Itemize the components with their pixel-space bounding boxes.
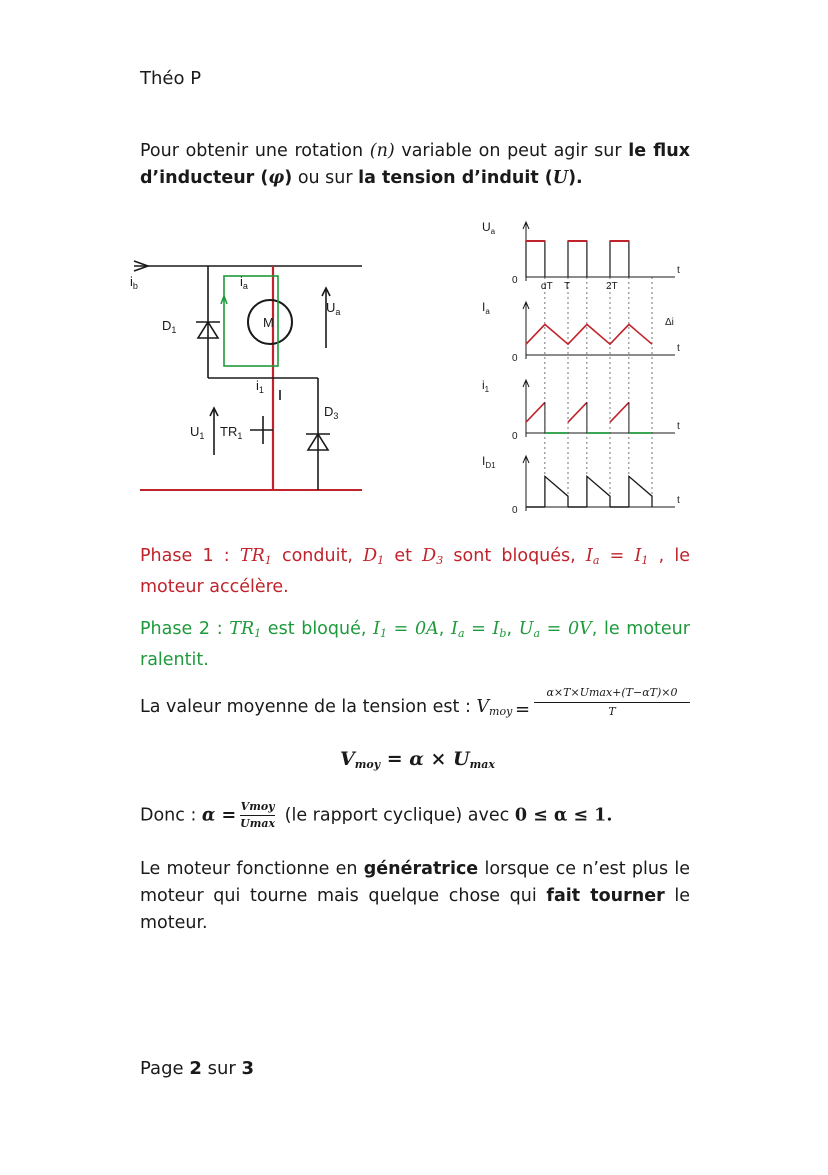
chopper-circuit-diagram: [130, 250, 370, 500]
phase1-d3: $D_3$: [422, 546, 444, 567]
generatrice-paragraph: [140, 856, 690, 937]
phase2-t1: est bloqué,: [261, 619, 374, 639]
phase2-text: [140, 616, 690, 674]
id1-ramp: [545, 476, 568, 507]
duty-cycle-fraction: [240, 800, 275, 831]
motor-label: M: [263, 315, 274, 330]
gen-b2: fait tourner: [546, 886, 665, 906]
u1-label: $U_1$: [190, 424, 205, 441]
footer-total: 3: [241, 1058, 255, 1079]
vmoy-formula: $V_{moy} = \alpha \times U_{max}$: [340, 748, 495, 771]
phase2-e2: $I_a = I_b$: [451, 619, 507, 640]
intro-flux-end: ): [284, 168, 293, 188]
footer-t1: Page: [140, 1058, 190, 1079]
phase1-t2: et: [384, 546, 423, 566]
phase2-e3: $U_a = 0V$: [518, 619, 592, 640]
phase1-tr: $TR_1$: [239, 546, 272, 567]
gen-t3: le moteur.: [140, 886, 690, 933]
intro-phi: φ: [268, 168, 285, 188]
d1-label: $D_1$: [162, 318, 177, 335]
zero-label-Ia: 0: [512, 353, 518, 364]
duty-num: Vmoy: [240, 800, 275, 813]
zero-label-i1: 0: [512, 431, 518, 442]
gen-b1: génératrice: [363, 859, 479, 879]
zero-label-ID1: 0: [512, 505, 518, 516]
series-label-Ua: $U_a$: [482, 220, 496, 236]
intro-tension: [358, 168, 583, 188]
d3-label: $D_3$: [324, 404, 339, 421]
mean-voltage-line: [140, 694, 512, 725]
ua-pulse: [568, 241, 587, 277]
donc-lead: Donc :: [140, 805, 202, 826]
intro-text-2: variable on peut agir sur: [394, 141, 629, 161]
intro-u: U: [552, 168, 569, 188]
x-label-Ia: t: [677, 343, 680, 354]
zero-label-Ua: 0: [512, 275, 518, 286]
i1-label: $i_1$: [256, 378, 264, 395]
mean-voltage-numerator: α×T×Umax+(T−αT)×0: [546, 686, 678, 699]
phase1-eq: $I_a = I_1$: [585, 546, 649, 567]
series-label-Ia: $I_a$: [482, 300, 490, 316]
mean-voltage-fraction: [534, 686, 690, 719]
x-label-Ua: t: [677, 265, 680, 276]
mean-voltage-equals: =: [515, 699, 531, 720]
ia-label: $i_a$: [240, 274, 248, 291]
page-footer: [140, 1058, 254, 1079]
donc-alpha: α =: [201, 805, 237, 826]
intro-n: (n): [369, 141, 395, 161]
donc-text: (le rapport cyclique) avec: [279, 805, 515, 826]
mean-voltage-text: La valeur moyenne de la tension est :: [140, 697, 477, 717]
phase1-t1: conduit,: [271, 546, 364, 566]
waveform-chart: [470, 215, 690, 525]
phase1-lead: Phase 1 :: [140, 546, 240, 566]
duty-den: Umax: [240, 817, 276, 830]
phase1-t4: , le moteur accélère.: [140, 546, 691, 597]
x-label-ID1: t: [677, 495, 680, 506]
intro-tension-end: ).: [568, 168, 583, 188]
ib-label: $i_b$: [130, 274, 138, 291]
i1-ramp: [526, 402, 545, 422]
intro-flux-text: le flux d’inducteur (: [140, 141, 690, 188]
author-name: Théo P: [140, 68, 202, 89]
series-label-i1: $i_1$: [482, 378, 490, 394]
id1-ramp: [629, 476, 652, 507]
i1-ramp: [568, 402, 587, 422]
phase2-c1: ,: [438, 619, 452, 639]
duty-cycle-line: [140, 800, 612, 831]
phase2-t2: , le moteur ralentit.: [140, 619, 690, 670]
series-label-ID1: $I_{D1}$: [482, 454, 496, 470]
mean-voltage-denominator: T: [608, 705, 616, 718]
ua-pulse: [610, 241, 629, 277]
x-tick-label: αT: [540, 281, 553, 292]
fraction-bar: [534, 702, 690, 703]
id1-ramp: [587, 476, 610, 507]
ua-label: $U_a$: [326, 300, 341, 317]
x-tick-label: T: [564, 281, 571, 292]
phase2-tr: $TR_1$: [229, 619, 262, 640]
phase1-t3: sont bloqués,: [443, 546, 586, 566]
x-tick-label: 2T: [606, 281, 618, 292]
gen-t1: Le moteur fonctionne en: [140, 859, 364, 879]
footer-t2: sur: [201, 1058, 242, 1079]
donc-condition: 0 ≤ α ≤ 1.: [514, 805, 613, 826]
phase1-text: [140, 543, 690, 601]
phase1-d1: $D_1$: [363, 546, 385, 567]
phase2-lead: Phase 2 :: [140, 619, 230, 639]
delta-i-label: Δi: [665, 317, 674, 328]
tr1-label: $TR_1$: [220, 424, 243, 441]
duty-bar: [240, 815, 275, 816]
x-label-i1: t: [677, 421, 680, 432]
intro-paragraph: [140, 138, 690, 192]
intro-text-3: ou sur: [292, 168, 359, 188]
footer-page: 2: [189, 1058, 202, 1079]
phase2-e1: $I_1 = 0A$: [373, 619, 439, 640]
intro-tension-text: la tension d’induit (: [358, 168, 553, 188]
ua-pulse: [526, 241, 545, 277]
gen-t2: lorsque ce n’est plus le moteur qui tourne mais quelque chose qui: [140, 859, 690, 906]
mean-voltage-v: $V_{moy}$: [476, 697, 513, 718]
i1-ramp: [610, 402, 629, 422]
intro-text-1: Pour obtenir une rotation: [140, 141, 370, 161]
phase2-c2: ,: [506, 619, 519, 639]
